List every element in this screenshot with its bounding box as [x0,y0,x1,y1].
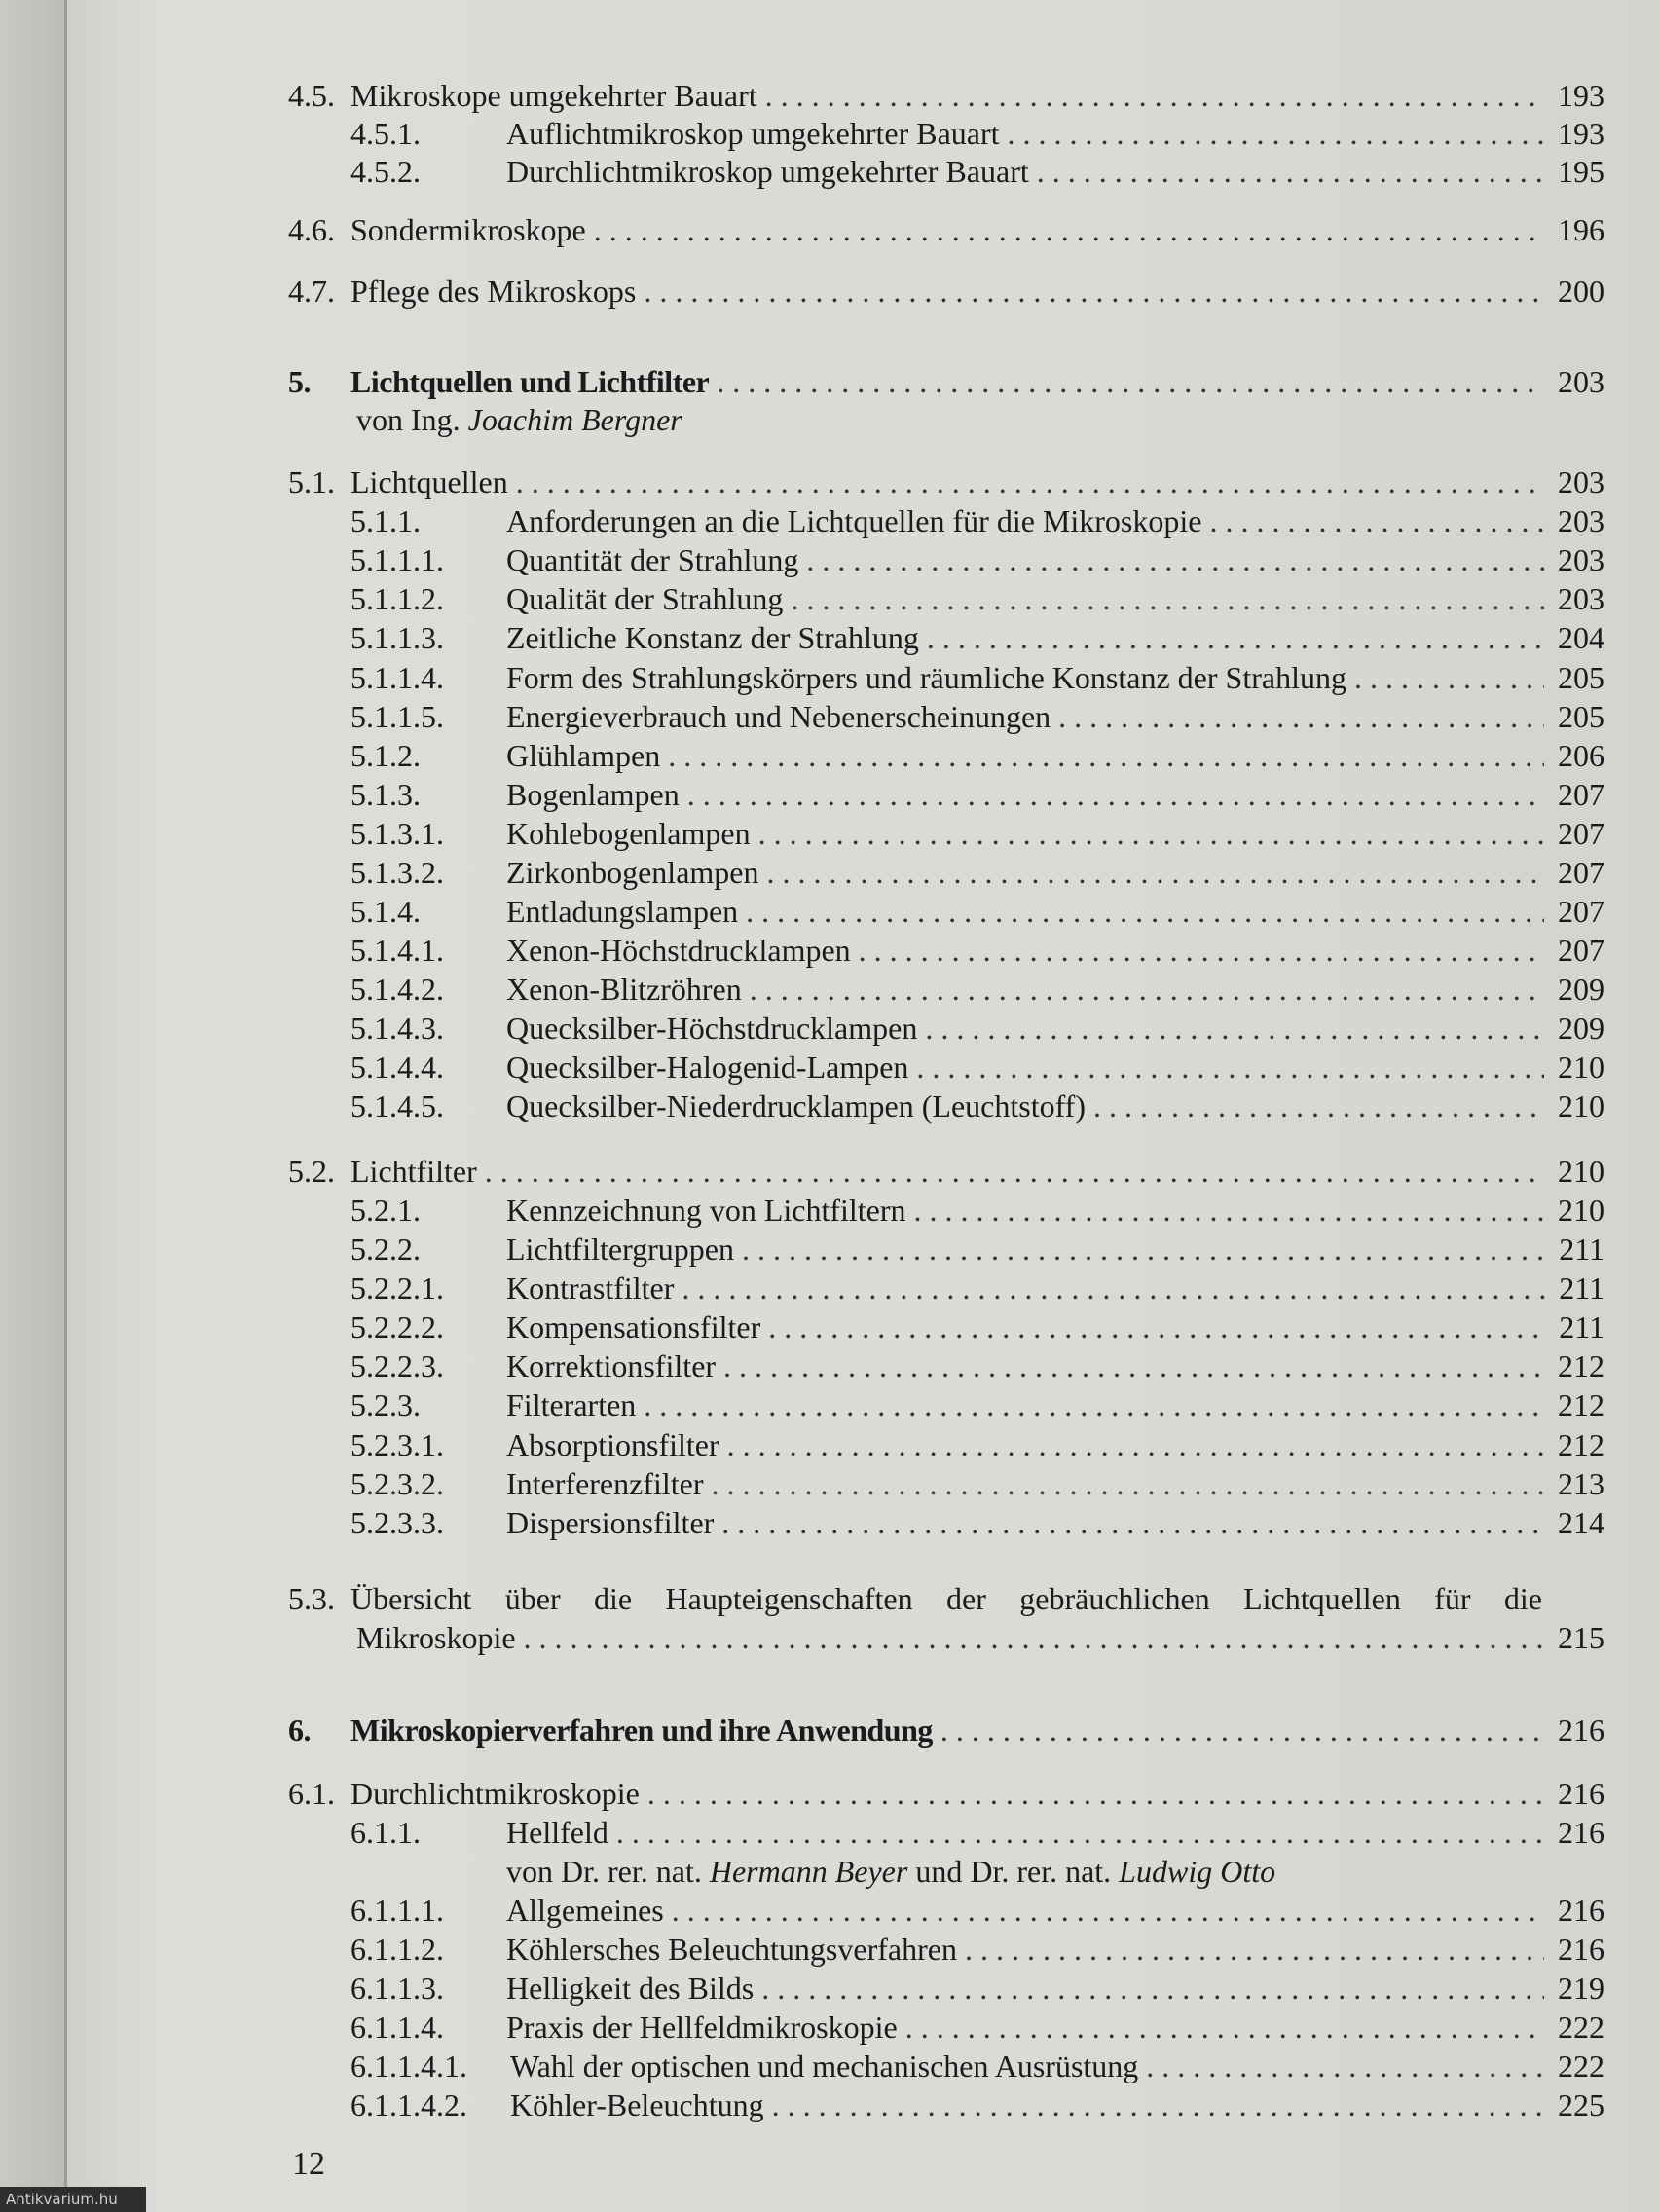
toc-entry-number: 5.1.4. [350,894,421,929]
toc-entry-number: 5.2.2.3. [350,1348,444,1383]
toc-entry [288,1230,1604,1269]
toc-entry-number: 6.1.1.1. [350,1893,444,1928]
toc-entry-number: 5.1.1.5. [350,699,444,734]
toc-entry [288,1891,1604,1930]
toc-entry-page: 209 [1558,972,1604,1007]
toc-entry-page: 215 [1558,1620,1604,1655]
toc-entry-page: 206 [1558,738,1604,773]
toc-entry-number: 6.1.1.2. [350,1932,444,1967]
toc-entry-number: 5.1.4.4. [350,1050,444,1085]
toc-entry-title: Lichtfiltergruppen [506,1232,734,1267]
toc-entry-multiline [288,1579,1604,1657]
toc-entry-number: 4.5.1. [350,116,421,151]
toc-entry-number: 6.1.1. [350,1815,421,1850]
leader-dots [1146,2046,1544,2085]
toc-entry [288,2008,1604,2046]
toc-entry-page: 207 [1558,777,1604,812]
leader-dots [925,1009,1544,1048]
toc-entry-page: 209 [1558,1011,1604,1046]
toc-entry [288,210,1604,249]
toc-entry-title: Lichtfilter [350,1154,477,1189]
chapter-author [356,400,682,439]
toc-entry-title: Hellfeld [506,1815,608,1850]
leader-dots [1209,501,1544,540]
toc-entry-page: 212 [1558,1348,1604,1383]
leader-dots [746,892,1544,931]
toc-entry-title: Praxis der Hellfeldmikroskopie [506,2009,898,2045]
toc-entry-number: 5.2.2.1. [350,1271,444,1306]
toc-entry [288,1464,1604,1503]
leader-dots [766,853,1544,892]
toc-entry-title: Interferenzfilter [506,1466,704,1501]
toc-entry-number: 5.2. [288,1154,335,1189]
leader-dots [768,1308,1545,1346]
toc-chapter [288,362,1604,401]
toc-entry-title: Übersicht über die Haupteigenschaften der gebräuchlichen Lichtquellen für die [350,1581,1542,1616]
toc-entry-title: Quecksilber-Halogenid-Lampen [506,1050,909,1085]
toc-entry-page: 193 [1558,116,1604,151]
toc-entry-title: Xenon-Höchstdrucklampen [506,933,851,968]
toc-entry [288,892,1604,931]
toc-entry [288,658,1604,697]
toc-entry-title: Filterarten [506,1387,637,1422]
toc-entry-page: 207 [1558,855,1604,890]
toc-entry [288,1087,1604,1125]
toc-entry-page: 203 [1558,581,1604,616]
leader-dots [644,272,1544,311]
toc-entry-page: 216 [1558,1776,1604,1811]
toc-entry-title: Bogenlampen [506,777,680,812]
toc-entry-page: 214 [1558,1505,1604,1540]
toc-entry-title: Energieverbrauch und Nebenerscheinungen [506,699,1051,734]
leader-dots [723,1346,1544,1385]
toc-entry-title: Korrektionsfilter [506,1348,717,1383]
toc-entry-title: Form des Strahlungskörpers und räumliche Konstanz der Strahlung [506,660,1346,695]
toc-entry [288,697,1604,736]
author-conjunction: und Dr. rer. nat. [915,1854,1112,1889]
toc-entry-number: 5.1.1.4. [350,660,444,695]
toc-entry-page: 212 [1558,1427,1604,1462]
toc-entry [288,501,1604,540]
toc-entry-page: 203 [1558,542,1604,577]
toc-entry [288,1503,1604,1542]
leader-dots [750,970,1544,1009]
toc-entry-number: 5.3. [288,1581,335,1616]
toc-entry [288,272,1604,311]
section-authors [506,1852,1275,1891]
author-name: Joachim Bergner [467,402,682,437]
toc-entry-number: 5.1.3. [350,777,421,812]
toc-entry-number: 5.2.1. [350,1193,421,1228]
toc-entry-page: 212 [1558,1387,1604,1422]
toc-entry-page: 204 [1558,620,1604,655]
leader-dots [727,1425,1544,1464]
toc-entry-page: 210 [1558,1088,1604,1124]
leader-dots [594,210,1544,249]
toc-entry [288,1385,1604,1424]
toc-entry [288,1930,1604,1969]
toc-entry-page: 196 [1558,212,1604,247]
toc-entry-number: 5.2.3. [350,1387,421,1422]
author-prefix: von Dr. rer. nat. [506,1854,702,1889]
toc-entry-number: 6. [288,1713,311,1748]
toc-entry [288,618,1604,657]
toc-entry-number: 6.1.1.4. [350,2009,444,2045]
leader-dots [940,1711,1544,1750]
toc-entry [288,970,1604,1009]
toc-entry-page: 200 [1558,274,1604,309]
toc-entry [288,1969,1604,2008]
toc-entry-number: 4.5. [288,78,335,113]
toc-entry-page: 207 [1558,816,1604,851]
toc-entry-number: 5.1.4.5. [350,1088,444,1124]
leader-dots [616,1813,1544,1852]
leader-dots [742,1230,1545,1269]
toc-entry-number: 4.6. [288,212,335,247]
leader-dots [516,462,1544,501]
toc-entry-title: Köhlersches Beleuchtungsverfahren [506,1932,957,1967]
author-prefix: von Ing. [356,402,461,437]
toc-entry-number: 5.1.4.2. [350,972,444,1007]
toc-entry [288,1774,1604,1813]
toc-entry-title: Köhler-Beleuchtung [510,2087,764,2122]
toc-entry-page: 207 [1558,933,1604,968]
leader-dots [1058,697,1544,736]
leader-dots [717,362,1544,401]
toc-entry-number: 5. [288,364,311,399]
toc-entry-number: 5.2.3.3. [350,1505,444,1540]
toc-entry-number: 5.2.3.2. [350,1466,444,1501]
leader-dots [1354,658,1544,697]
leader-dots [806,540,1544,579]
toc-entry-title: Entladungslampen [506,894,739,929]
page-number: 12 [292,2146,325,2182]
toc-entry-page: 205 [1558,660,1604,695]
leader-dots [485,1152,1544,1191]
toc-entry-page: 205 [1558,699,1604,734]
toc-entry-number: 6.1.1.3. [350,1971,444,2006]
toc-entry-page: 213 [1558,1466,1604,1501]
toc-entry-number: 5.1.1. [350,503,421,538]
toc-entry-number: 5.2.2. [350,1232,421,1267]
toc-entry [288,1152,1604,1191]
toc-entry [288,1346,1604,1385]
toc-entry-page: 211 [1559,1232,1604,1267]
toc-entry-title: Dispersionsfilter [506,1505,715,1540]
toc-entry-title-continued: Mikroskopie [356,1620,516,1655]
leader-dots [1037,152,1544,191]
toc-entry-page: 222 [1558,2009,1604,2045]
toc-entry-number: 6.1.1.4.2. [350,2087,467,2122]
toc-entry [288,152,1604,191]
toc-entry-number: 5.1.3.2. [350,855,444,890]
toc-entry-number: 4.7. [288,274,335,309]
toc-entry-title: Zeitliche Konstanz der Strahlung [506,620,919,655]
toc-entry-page: 211 [1559,1271,1604,1306]
toc-entry-page: 216 [1558,1932,1604,1967]
toc-entry-title: Durchlichtmikroskopie [350,1776,640,1811]
toc-entry-title: Auflichtmikroskop umgekehrter Bauart [506,116,1000,151]
leader-dots [647,1774,1544,1813]
toc-entry-title: Lichtquellen [350,464,508,499]
toc-entry [288,736,1604,775]
toc-entry-number: 5.2.3.1. [350,1427,444,1462]
toc-entry-number: 5.1.1.2. [350,581,444,616]
toc-entry-title: Glühlampen [506,738,661,773]
toc-entry [288,1048,1604,1087]
toc-entry-number: 5.1.2. [350,738,421,773]
leader-dots [712,1464,1544,1503]
toc-entry-title: Durchlichtmikroskop umgekehrter Bauart [506,154,1029,189]
toc-entry-title: Sondermikroskope [350,212,586,247]
leader-dots [721,1503,1544,1542]
toc-entry-number: 5.1.3.1. [350,816,444,851]
toc-entry-title: Mikroskopierverfahren und ihre Anwendung [350,1713,933,1748]
leader-dots [965,1930,1544,1969]
toc-entry-title: Anforderungen an die Lichtquellen für die Mikroskopie [506,503,1202,538]
toc-chapter [288,1711,1604,1750]
toc-entry-title: Kompensationsfilter [506,1309,761,1345]
toc-entry-page: 193 [1558,78,1604,113]
toc-entry-title: Helligkeit des Bilds [506,1971,755,2006]
toc-entry [288,1308,1604,1346]
toc-entry-page: 210 [1558,1050,1604,1085]
leader-dots [672,1891,1544,1930]
toc-entry-title: Zirkonbogenlampen [506,855,759,890]
toc-entry [288,114,1604,153]
toc-entry-page: 211 [1559,1309,1604,1345]
leader-dots [668,736,1544,775]
toc-entry-title: Allgemeines [506,1893,664,1928]
toc-entry-title: Pflege des Mikroskops [350,274,637,309]
toc-entry-title: Quecksilber-Niederdrucklampen (Leuchtstoff) [506,1088,1086,1124]
toc-entry-title: Absorptionsfilter [506,1427,719,1462]
toc-entry-page: 203 [1558,503,1604,538]
leader-dots [905,2008,1544,2046]
author-name: Ludwig Otto [1119,1854,1276,1889]
toc-entry-page: 210 [1558,1193,1604,1228]
toc-entry-page: 219 [1558,1971,1604,2006]
toc-entry [288,1425,1604,1464]
leader-dots [791,579,1544,618]
toc-entry [288,540,1604,579]
toc-entry-title: Mikroskope umgekehrter Bauart [350,78,757,113]
toc-entry [288,1191,1604,1230]
toc-entry [288,853,1604,892]
toc-entry-page: 216 [1558,1815,1604,1850]
toc-entry [288,814,1604,853]
leader-dots [761,1969,1544,2008]
leader-dots [1093,1087,1544,1125]
toc-entry [288,931,1604,970]
leader-dots [682,1269,1545,1308]
leader-dots [772,2085,1544,2124]
toc-entry-number: 5.2.2.2. [350,1309,444,1345]
toc-entry-title: Lichtquellen und Lichtfilter [350,364,710,399]
toc-entry-number: 5.1. [288,464,335,499]
leader-dots [859,931,1544,970]
toc-entry-number: 6.1. [288,1776,335,1811]
toc-entry-title: Kohlebogenlampen [506,816,751,851]
toc-entry-page: 216 [1558,1713,1604,1748]
leader-dots [644,1385,1544,1424]
toc-entry-page: 216 [1558,1893,1604,1928]
leader-dots [914,1191,1544,1230]
toc-entry [288,76,1604,115]
toc-entry-number: 5.1.4.3. [350,1011,444,1046]
toc-entry-page: 203 [1558,364,1604,399]
toc-entry [288,775,1604,814]
leader-dots [765,76,1544,115]
toc-entry [288,579,1604,618]
leader-dots [524,1618,1544,1657]
toc-entry-page: 203 [1558,464,1604,499]
toc-entry-title: Kontrastfilter [506,1271,675,1306]
toc-entry-number: 4.5.2. [350,154,421,189]
toc-entry-page: 207 [1558,894,1604,929]
toc-entry [288,1813,1604,1852]
leader-dots [927,618,1544,657]
toc-entry-page: 210 [1558,1154,1604,1189]
toc-entry-number: 5.1.1.1. [350,542,444,577]
author-name: Hermann Beyer [709,1854,908,1889]
toc-entry-number: 5.1.1.3. [350,620,444,655]
toc-entry [288,462,1604,501]
leader-dots [687,775,1544,814]
leader-dots [758,814,1544,853]
toc-entry-title: Wahl der optischen und mechanischen Ausrüstung [510,2048,1139,2083]
toc-entry-page: 225 [1558,2087,1604,2122]
leader-dots [1008,114,1544,153]
watermark: Antikvarium.hu [0,2187,146,2212]
toc-entry-title: Qualität der Strahlung [506,581,784,616]
toc-entry-title: Kennzeichnung von Lichtfiltern [506,1193,906,1228]
toc-entry-title: Quantität der Strahlung [506,542,799,577]
toc-entry [288,1009,1604,1048]
toc-entry [288,1269,1604,1308]
toc-entry-page: 222 [1558,2048,1604,2083]
toc-entry [288,2085,1604,2124]
toc-entry-page: 195 [1558,154,1604,189]
toc-entry-title: Quecksilber-Höchstdrucklampen [506,1011,918,1046]
toc-entry-number: 5.1.4.1. [350,933,444,968]
toc-entry [288,2046,1604,2085]
toc-entry-title: Xenon-Blitzröhren [506,972,742,1007]
leader-dots [916,1048,1544,1087]
toc-entry-number: 6.1.1.4.1. [350,2048,467,2083]
